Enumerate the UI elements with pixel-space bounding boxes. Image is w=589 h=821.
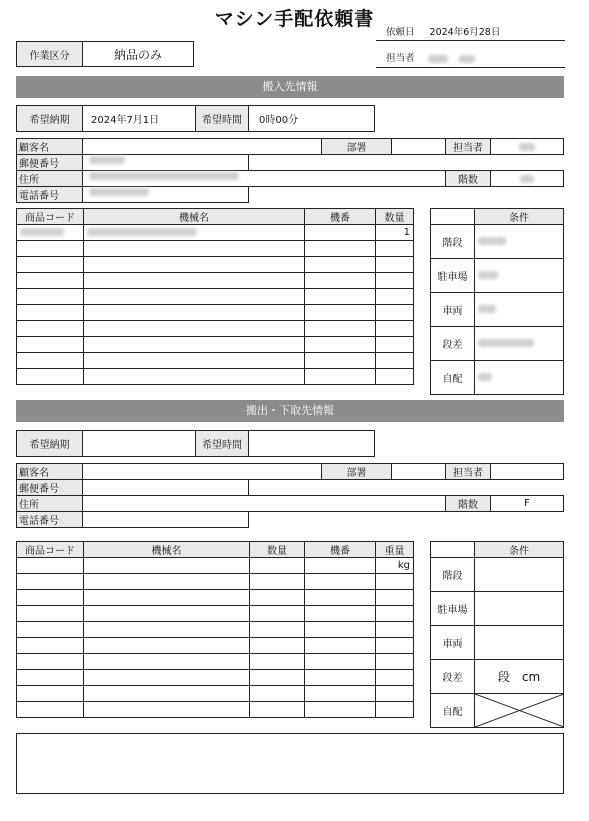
person-row: [386, 50, 564, 64]
cond-parking-label: 駐車場: [431, 259, 475, 293]
customer-field[interactable]: [82, 463, 322, 480]
floor-field[interactable]: [490, 170, 564, 187]
table-row[interactable]: [17, 273, 414, 289]
table-row[interactable]: [17, 257, 414, 273]
cond-step-field[interactable]: [475, 327, 564, 361]
table-header-row: [17, 209, 414, 225]
col-machine-name: 機械名: [84, 542, 250, 558]
work-category-table: [16, 41, 194, 67]
table-header-row: [17, 542, 414, 558]
cond-step-label: 段差: [431, 327, 475, 361]
delivery-product-table: [16, 208, 414, 385]
weight-unit: kg: [376, 558, 414, 574]
col-serial: 機番: [305, 542, 376, 558]
col-weight: 重量: [376, 542, 414, 558]
cond-vehicle-label: 車両: [431, 293, 475, 327]
contact-label: 担当者: [445, 138, 491, 155]
cond-self-field[interactable]: [475, 361, 564, 395]
cond-self-field[interactable]: [475, 694, 564, 728]
delivery-date-table: [16, 105, 375, 132]
phone-field[interactable]: [82, 511, 249, 528]
zip-label: 郵便番号: [16, 479, 83, 496]
delivery-customer-block: [16, 138, 564, 204]
col-machine-name: 機械名: [84, 209, 305, 225]
pickup-date[interactable]: [83, 431, 196, 457]
table-row[interactable]: [17, 369, 414, 385]
table-row[interactable]: [17, 654, 414, 670]
phone-field[interactable]: [82, 186, 249, 203]
phone-label: 電話番号: [16, 511, 83, 528]
floor-field[interactable]: F: [490, 495, 564, 512]
floor-label: 階数: [445, 170, 491, 187]
cond-stairs-field[interactable]: [475, 558, 564, 592]
customer-label: 顧客名: [16, 138, 83, 155]
table-row[interactable]: [17, 590, 414, 606]
delivery-conditions-table: [430, 208, 564, 395]
zip-field[interactable]: [82, 154, 249, 171]
table-row[interactable]: [17, 353, 414, 369]
zip-field[interactable]: [82, 479, 249, 496]
cond-stairs-label: 階段: [431, 225, 475, 259]
pickup-conditions-table: [430, 541, 564, 728]
cond-parking-field[interactable]: [475, 592, 564, 626]
dept-label: 部署: [321, 463, 392, 480]
table-row[interactable]: [17, 638, 414, 654]
table-row[interactable]: [17, 606, 414, 622]
table-row[interactable]: [17, 558, 414, 574]
dept-label: 部署: [321, 138, 392, 155]
cond-self-label: 自配: [431, 361, 475, 395]
cond-stairs-label: 階段: [431, 558, 475, 592]
pickup-product-table: [16, 541, 414, 718]
contact-label: 担当者: [445, 463, 491, 480]
address-label: 住所: [16, 495, 83, 512]
conditions-header: 条件: [475, 542, 564, 558]
contact-field[interactable]: [490, 463, 564, 480]
col-quantity: 数量: [376, 209, 414, 225]
col-serial: 機番: [305, 209, 376, 225]
col-product-code: 商品コード: [17, 542, 84, 558]
section-bar-pickup: 搬出・下取先情報: [16, 400, 564, 422]
customer-label: 顧客名: [16, 463, 83, 480]
table-row[interactable]: [17, 574, 414, 590]
redacted-person: [428, 55, 448, 63]
cond-step-label: 段差: [431, 660, 475, 694]
customer-field[interactable]: [82, 138, 322, 155]
section-bar-delivery: 搬入先情報: [16, 76, 564, 98]
floor-label: 階数: [445, 495, 491, 512]
address-field[interactable]: [82, 495, 446, 512]
contact-field[interactable]: [490, 138, 564, 155]
table-row[interactable]: [17, 670, 414, 686]
pickup-time[interactable]: [249, 431, 375, 457]
cond-parking-label: 駐車場: [431, 592, 475, 626]
cond-parking-field[interactable]: [475, 259, 564, 293]
col-quantity: 数量: [250, 542, 305, 558]
phone-label: 電話番号: [16, 186, 83, 203]
pickup-time-label: 希望時間: [196, 431, 249, 457]
desired-date-label: 希望納期: [17, 106, 83, 132]
table-row[interactable]: [17, 225, 414, 241]
table-row[interactable]: [17, 241, 414, 257]
notes-box[interactable]: [16, 733, 564, 794]
request-date-row: [386, 24, 564, 38]
table-row[interactable]: [17, 305, 414, 321]
dept-field[interactable]: [391, 138, 446, 155]
dept-field[interactable]: [391, 463, 446, 480]
zip-label: 郵便番号: [16, 154, 83, 171]
pickup-date-table: [16, 430, 375, 457]
cond-self-label: 自配: [431, 694, 475, 728]
cond-vehicle-label: 車両: [431, 626, 475, 660]
conditions-header: 条件: [475, 209, 564, 225]
desired-time-label: 希望時間: [196, 106, 249, 132]
work-label: 作業区分: [17, 42, 83, 67]
cond-stairs-field[interactable]: [475, 225, 564, 259]
table-row[interactable]: [17, 622, 414, 638]
person-label: 担当者: [386, 53, 415, 64]
table-row[interactable]: [17, 702, 414, 718]
page-title: マシン手配依頼書: [214, 8, 375, 30]
quantity-value[interactable]: 1: [376, 225, 414, 241]
work-value[interactable]: 納品のみ: [83, 42, 194, 67]
request-date: 2024年6月28日: [429, 27, 501, 38]
cond-step-field[interactable]: 段 cm: [475, 660, 564, 694]
cond-vehicle-field[interactable]: [475, 293, 564, 327]
table-row[interactable]: [17, 289, 414, 305]
address-label: 住所: [16, 170, 83, 187]
table-row[interactable]: [17, 321, 414, 337]
table-row[interactable]: [17, 337, 414, 353]
desired-time[interactable]: 0時00分: [249, 106, 375, 132]
cond-vehicle-field[interactable]: [475, 626, 564, 660]
address-field[interactable]: [82, 170, 446, 187]
cross-out-mark: [475, 694, 564, 727]
table-row[interactable]: [17, 686, 414, 702]
pickup-customer-block: [16, 463, 564, 529]
pickup-date-label: 希望納期: [17, 431, 83, 457]
col-product-code: 商品コード: [17, 209, 84, 225]
desired-date[interactable]: 2024年7月1日: [83, 106, 196, 132]
request-date-label: 依頼日: [386, 27, 415, 38]
